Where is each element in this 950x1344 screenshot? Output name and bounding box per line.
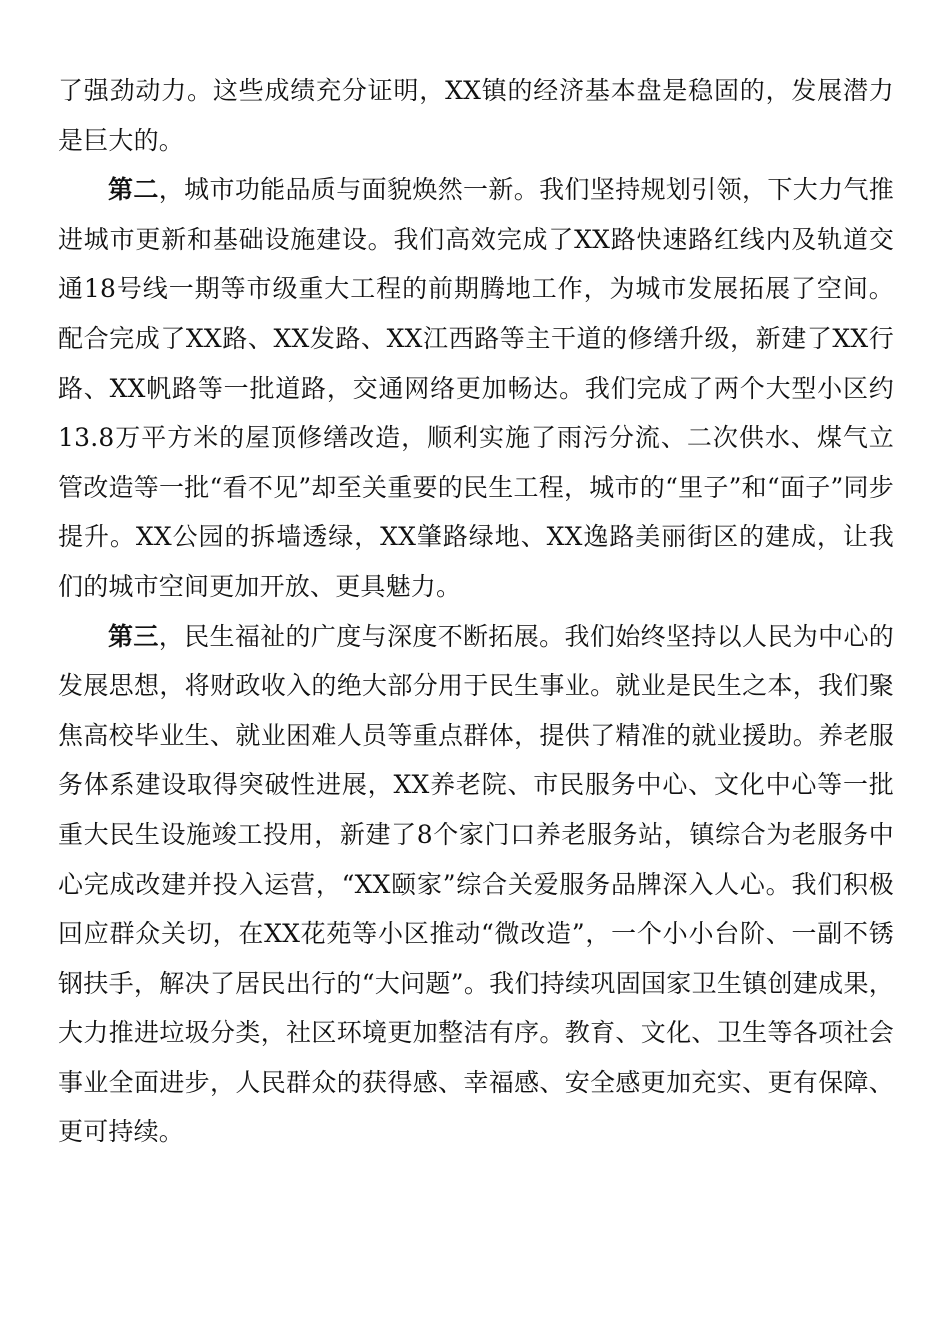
paragraph-text: 了强劲动力。这些成绩充分证明，XX镇的经济基本盘是稳固的，发展潜力是巨大的。 [58,76,894,155]
paragraph-second [58,165,894,611]
paragraph-text: ，民生福祉的广度与深度不断拓展。我们始终坚持以人民为中心的发展思想，将财政收入的绝大部分用于民生事业。就业是民生之本，我们聚焦高校毕业生、就业困难人员等重点群体，提供了精准的就业援助。养老服务体系建设取得突破性进展，XX养老院、市民服务中心、文化中心等一批重大民生设施竣工投用，新建了8个家门口养老服务站，镇综合为老服务中心完成改建并投入运营，“XX颐家”综合关爱服务品牌深入人心。我们积极回应群众关切，在XX花苑等小区推动“微改造”，一个小小台阶、一副不锈钢扶手，解决了居民出行的“大问题”。我们持续巩固国家卫生镇创建成果，大力推进垃圾分类，社区环境更加整洁有序。教育、文化、卫生等各项社会事业全面进步，人民群众的获得感、幸福感、安全感更加充实、更有保障、更可持续。 [58,621,894,1147]
document-page [58,66,894,1157]
paragraph-continuation [58,66,894,165]
paragraph-lead: 第二 [108,175,159,205]
paragraph-third [58,612,894,1158]
paragraph-text: ，城市功能品质与面貌焕然一新。我们坚持规划引领，下大力气推进城市更新和基础设施建设。我们高效完成了XX路快速路红线内及轨道交通18号线一期等市级重大工程的前期腾地工作，为城市发展拓展了空间。配合完成了XX路、XX发路、XX江西路等主干道的修缮升级，新建了XX行路、XX帆路等一批道路，交通网络更加畅达。我们完成了两个大型小区约13.8万平方米的屋顶修缮改造，顺利实施了雨污分流、二次供水、煤气立管改造等一批“看不见”却至关重要的民生工程，城市的“里子”和“面子”同步提升。XX公园的拆墙透绿，XX肇路绿地、XX逸路美丽街区的建成，让我们的城市空间更加开放、更具魅力。 [58,175,894,601]
paragraph-lead: 第三 [108,621,159,651]
